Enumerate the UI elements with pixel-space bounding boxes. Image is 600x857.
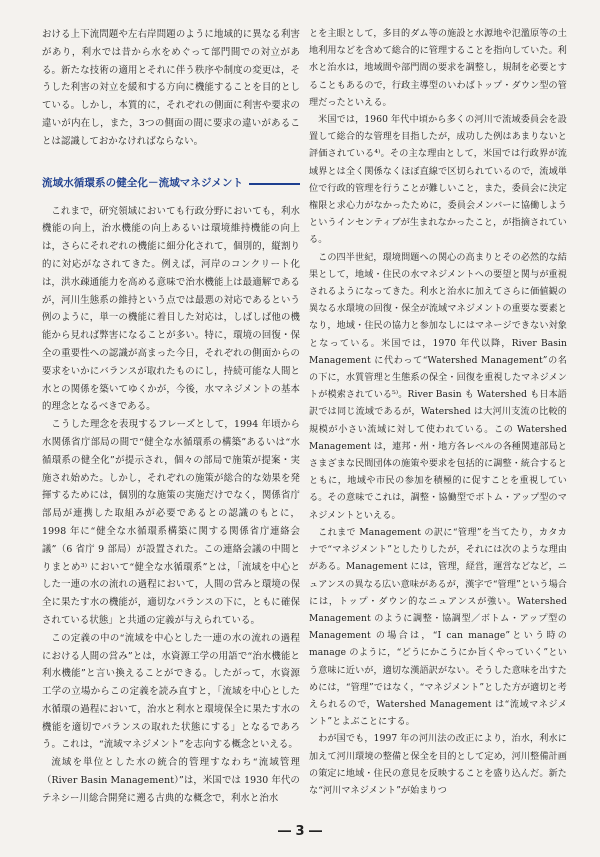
paragraph: これまで，研究領域においても行政分野においても，利水機能の向上，治水機能の向上あるいは環境維持機能の向上は，さらにそれぞれの機能に細分化されて，個別的，縦割り的に対応がなされてきた。例えば，河岸のコンクリート化は，洪水疎通能力を高める意味で治水機能上は最適解であるが，河川生態系の維持という点では最悪の対応であるという例のように，単一の機能に着目した対応は，しばしば他の機能から見れば弊害になることが多い。特に，環境の回復・保全の重要性への認識が高まった今日，それぞれの側面からの要求をいかにバランスが取れたものにし，持続可能な人間と水との関係を築いてゆくかが，今後，水マネジメントの基本的理念となるべきである。	[42, 205, 300, 413]
paragraph: わが国でも，1997 年の河川法の改正により，治水，利水に加えて河川環境の整備と保全を目的として定め，河川整備計画の策定に地域・住民の意見を反映することを盛り込んだ。新たな“河川マネジメント”が始まりつ	[309, 734, 567, 796]
paragraph: この四半世紀，環境問題への関心の高まりとその必然的な結果として，地域・住民の水マネジメントへの要望と関与が重視されるようになってきた。利水と治水に加えてさらに価値観の異なる水環境の回復・保全が流域マネジメントの重要な要素となり，地域・住民の協力と参加なしにはマネージできない対象となっている。米国では，1970 年代以降，River Basin Management に代わって“Watershed Management”の名の下に，水質管理と生態系の保全・回復を重視したマネジメントが模索されている⁵⁾。River Basin も Watershed も日本語訳では同じ流域であるが，Watershed は大河川支流の比較的規模が小さい流域に対して使われている。この Watershed Management は，連邦・州・地方各レベルの各種関連部局とさまざまな民間団体の施策や要求を包括的に調整・統合するとともに，地域や市民の参加を積極的に促すことを重視している。その意味でこれは，調整・協働型でボトム・アップ型のマネジメントといえる。	[309, 252, 567, 521]
section-heading	[42, 173, 300, 195]
section-heading-text: 流域水循環系の健全化－流域マネジメント	[42, 176, 244, 189]
paragraph: 流域を単位とした水の統合的管理すなわち“流域管理（River Basin Management）”は，米国では 1930 年代のテネシー川総合開発に遡る古典的な概念で，利水と治水	[42, 757, 300, 804]
paragraph: これまで Management の訳に“管理”を当てたり，カタカナで“マネジメント”としたりしたが，それには次のような理由がある。Management には，管理，経営，運営などなど，ニュアンスの異なる広い意味があるが，漢字で“管理”という場合には，トップ・ダウン的なニュアンスが強い。Watershed Management のように調整・協調型／ボトム・アップ型の Management の場合は，“I can manage”という時の manage のように，“どうにかこうにか旨くやっていく”という意味に近いが，適切な漢語訳がない。そうした意味を出すためには，“管理”ではなく，“マネジメント”とした方が適切と考えられるので，Watershed Management は“流域マネジメント”とよぶことにする。	[309, 527, 567, 728]
page-number: ― 3 ―	[277, 824, 323, 839]
paragraph: こうした理念を表現するフレーズとして，1994 年頃から水関係省庁部局の間で“健全な水循環系の構築”あるいは“水循環系の健全化”が提示され，個々の部局で施策が提案・実施され始めた。しかし，それぞれの施策が総合的な効果を発揮するためには，個別的な施策の実施だけでなく，関係省庁部局が連携した取組みが必要であるとの認識のもとに，1998 年に“健全な水循環系構築に関する関係省庁連絡会議”（6 省庁 9 部局）が設置された。この連絡会議の中間とりまとめ³⁾ において“健全な水循環系”とは，「流域を中心とした一連の水の流れの過程において，人間の営みと環境の保全に果たす水の機能が，適切なバランスの下に，ともに確保されている状態」と共通の定義が与えられている。	[42, 419, 300, 626]
paragraph: この定義の中の“流域を中心とした一連の水の流れの過程における人間の営み”とは，水資源工学の用語で“治水機能と利水機能”と言い換えることができる。したがって，水資源工学の立場からこの定義を読み直すと，「流域を中心とした水循環の過程において，治水と利水と環境保全に果たす水の機能を適切でバランスの取れた状態にする」となるであろう。これは，“流域マネジメント”を志向する概念といえる。	[42, 632, 300, 751]
paragraph: おける上下流問題や左右岸問題のように地域的に異なる利害があり，利水では昔から水をめぐって部門間での対立がある。新たな技術の適用とそれに伴う秩序や制度の変更は，そうした利害の対立を緩和する方向に機能することを目的としている。しかし，本質的に，それぞれの側面に利害や要求の違いが内在し，また，3つの側面の間に要求の違いがあることは認識しておかなければならない。	[42, 29, 300, 147]
paragraph: とを主眼として，多目的ダム等の施設と水源地や氾濫原等の土地利用などを含めて総合的に管理することを指向していた。利水と治水は，地域間や部門間の要求を調整し，規制を必要とすることもあるので，行政主導型のいわばトップ・ダウン型の管理だったといえる。	[309, 29, 567, 108]
left-column	[42, 26, 300, 808]
paragraph: 米国では，1960 年代中頃から多くの河川で流域委員会を設置して総合的な管理を目指したが，成功した例はあまりないと評価されている⁴⁾。その主な理由として，米国では行政界が流域界とは全く関係なくほぼ直線で区切られているので，流域単位で行政的管理を行うことが難しいこと，また，委員会に決定権限と求心力がなかったために，委員会メンバーに協働しようというインセンティブが生まれなかったこと，が指摘されている。	[309, 115, 567, 246]
heading-rule	[249, 183, 300, 185]
right-column	[309, 26, 567, 800]
